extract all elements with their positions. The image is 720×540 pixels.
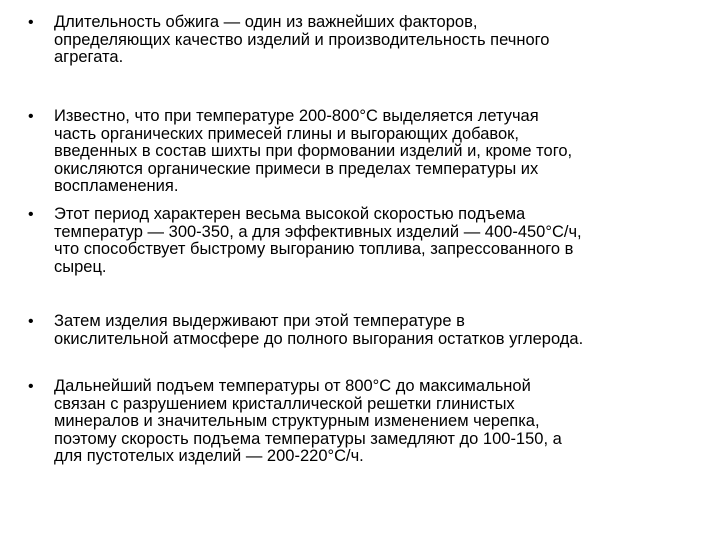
text-line: что способствует быстрому выгоранию топлива, запрессованного в xyxy=(54,240,574,259)
bullet-marker: • xyxy=(28,313,34,330)
bullet-text xyxy=(54,206,708,276)
bullet-text xyxy=(54,108,708,196)
bullet-text xyxy=(54,378,708,466)
text-line: связан с разрушением кристаллической решетки глинистых xyxy=(54,394,515,413)
text-line: введенных в состав шихты при формовании изделий и, кроме того, xyxy=(54,142,573,161)
text-line: агрегата. xyxy=(54,48,124,67)
text-line: окисляются органические примеси в пределах температуры их xyxy=(54,159,539,178)
text-line: Длительность обжига — один из важнейших факторов, xyxy=(54,13,478,31)
bullet-marker: • xyxy=(28,206,34,223)
bullet-text xyxy=(54,14,708,67)
bullet-item-3 xyxy=(28,206,708,276)
bullet-item-1 xyxy=(28,14,708,67)
text-line: температур — 300-350, а для эффективных изделий — 400-450°С/ч, xyxy=(54,222,582,241)
bullet-item-4 xyxy=(28,313,708,348)
bullet-marker: • xyxy=(28,14,34,31)
text-line: для пустотелых изделий — 200-220°С/ч. xyxy=(54,447,364,466)
bullet-item-5 xyxy=(28,378,708,466)
text-line: сырец. xyxy=(54,257,107,276)
text-line: Этот период характерен весьма высокой скоростью подъема xyxy=(54,205,526,223)
bullet-marker: • xyxy=(28,378,34,395)
text-line: минералов и значительным структурным изменением черепка, xyxy=(54,412,540,431)
text-line: часть органических примесей глины и выгорающих добавок, xyxy=(54,124,519,143)
text-line: поэтому скорость подъема температуры замедляют до 100-150, а xyxy=(54,429,562,448)
bullet-marker: • xyxy=(28,108,34,125)
text-line: определяющих качество изделий и производительность печного xyxy=(54,30,550,49)
text-line: воспламенения. xyxy=(54,177,179,196)
text-line: Известно, что при температуре 200-800°С выделяется летучая xyxy=(54,107,539,125)
bullet-item-2 xyxy=(28,108,708,196)
text-line: окислительной атмосфере до полного выгорания остатков углерода. xyxy=(54,329,584,348)
bullet-text xyxy=(54,313,708,348)
text-line: Затем изделия выдерживают при этой температуре в xyxy=(54,312,465,330)
text-line: Дальнейший подъем температуры от 800°С до максимальной xyxy=(54,377,531,395)
